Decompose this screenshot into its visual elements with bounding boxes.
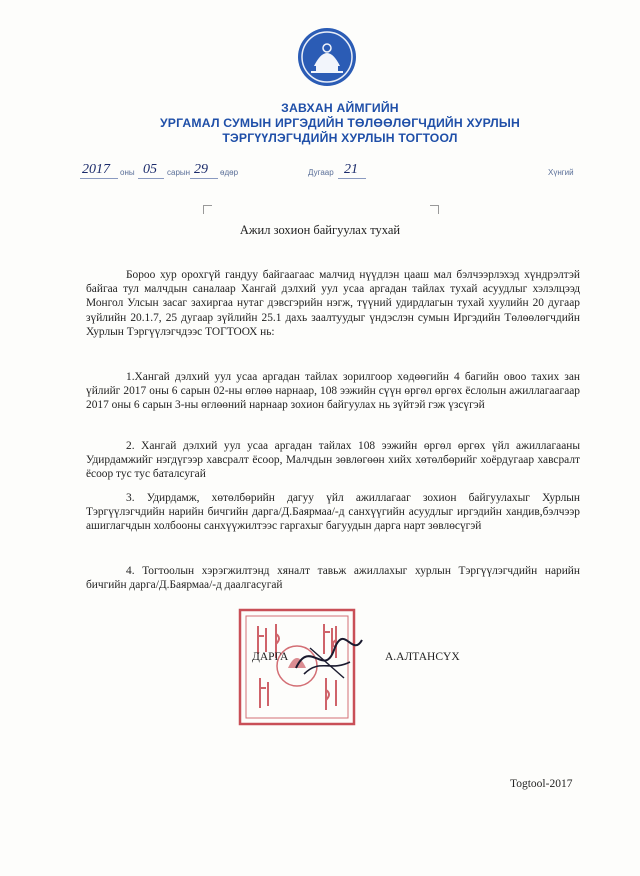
paragraph-text: 1.Хангай дэлхий уул усаа аргадан тайлах зорилгоор хөдөөгийн 4 багийн овоо тахих зан үйлийг 2017 оны 6 сарын 02-ны өглөө нарнаар, 108 ээжийн сүүн өргөл өргөх ёслолын ажиллагаагаар 2017 оны 6 сарын 3-ны өглөөний нарнаар зохион байгуулах нь зүйтэй гэж үзсүгэй xyxy=(86,371,580,412)
resolution-item-1 xyxy=(86,370,580,413)
header-aimag: ЗАВХАН АЙМГИЙН xyxy=(281,101,399,115)
signatory-role: ДАРГА xyxy=(252,651,289,663)
date-day-label: өдөр xyxy=(220,168,239,177)
header-council: УРГАМАЛ СУМЫН ИРГЭДИЙН ТӨЛӨӨЛӨГЧДИЙН ХУРЛЫН xyxy=(159,116,521,130)
place-label: Хүнгий xyxy=(548,168,574,177)
document-title: Ажил зохион байгуулах тухай xyxy=(239,223,401,237)
corner-mark-right xyxy=(430,205,439,214)
signatory-name: А.АЛТАНСҮХ xyxy=(385,651,460,663)
resolution-item-3 xyxy=(86,491,580,534)
date-day: 29 xyxy=(194,162,208,177)
document-footer-code: Togtool-2017 xyxy=(510,778,573,790)
resolution-item-4 xyxy=(86,564,580,592)
resolution-number: 21 xyxy=(344,162,358,177)
resolution-item-2 xyxy=(86,439,580,482)
header-resolution: ТЭРГҮҮЛЭГЧДИЙН ХУРЛЫН ТОГТООЛ xyxy=(222,131,458,145)
paragraph-text: Бороо хур орохгүй гандуу байгаагаас малчид нүүдлэн цааш мал бэлчээрлэхэд хүндрэлтэй байгаа тул малчдын саналаар Хангай дэлхий уул усаа аргадан тайлах тухай асуудлыг хэлэлцээд Монгол Улсын засаг захиргаа нутаг дэвсгэрийн нэгж, түүний удирдлагын тухай хуулийн 20 дугаар зүйлийн 20.1.7, 25 дугаар зүйлийн 25.1 дахь заалтуудыг үндэслэн сумын Иргэдийн Төлөөлөгчдийн Хурлын Тэргүүлэгчдээс ТОГТООХ нь: xyxy=(86,269,580,338)
number-label: Дугаар xyxy=(308,168,334,177)
date-year: 2017 xyxy=(82,162,110,177)
date-month-label: сарын xyxy=(167,168,191,177)
date-year-label: оны xyxy=(120,168,135,177)
corner-mark-left xyxy=(203,205,212,214)
preamble-paragraph xyxy=(86,268,580,339)
dateline xyxy=(80,162,590,184)
date-month: 05 xyxy=(143,162,157,177)
handwritten-signature xyxy=(290,628,370,688)
paragraph-text: 4. Тогтоолын хэрэгжилтэнд хяналт тавьж ажиллахыг хурлын Тэргүүлэгчдийн нарийн бичгийн дарга/Д.Баярмаа/-д даалгасугай xyxy=(86,565,580,592)
document-header xyxy=(100,101,580,146)
state-emblem-icon xyxy=(296,26,358,88)
paragraph-text: 3. Удирдамж, хөтөлбөрийн дагуу үйл ажиллагааг зохион байгуулахыг Хурлын Тэргүүлэгчдийн нарийн бичгийн дарга/Д.Баярмаа/-д санхүүгийн асуудлыг иргэдийн хандив,бэлчээр ашиглагчдын холбооны санхүүжилтээс гаргахыг багуудын дарга нарт зөвлөсүгэй xyxy=(86,492,580,533)
paragraph-text: 2. Хангай дэлхий уул усаа аргадан тайлах 108 ээжийн өргөл өргөх үйл ажиллагааны Удирдамжийг нэгдүгээр хавсралт ёсоор, Малчдын зөвлөгөөн хийх хөтөлбөрийг хоёрдугаар хавсралт ёсоор тус тус баталсугай xyxy=(86,440,580,481)
